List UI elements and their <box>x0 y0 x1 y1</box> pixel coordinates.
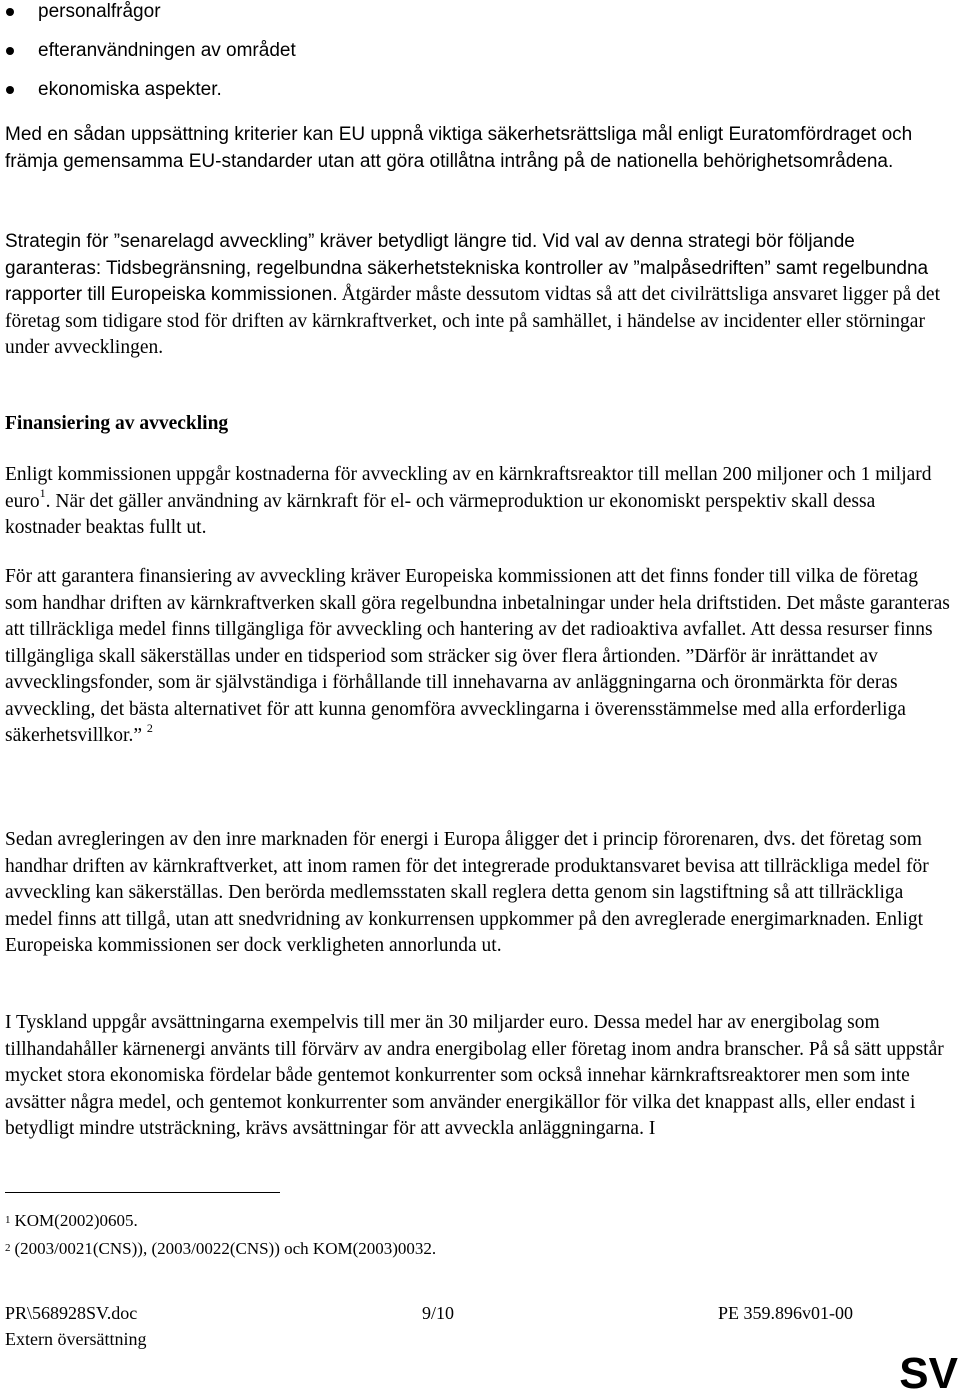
footer-page-number: 9/10 <box>422 1303 455 1323</box>
footnote-text: KOM(2002)0605. <box>14 1211 138 1230</box>
list-item-text: efteranvändningen av området <box>38 40 296 61</box>
footnote-ref[interactable]: 1 <box>39 486 46 500</box>
paragraph-strategy-text: Strategin för ”senarelagd avveckling” kräver betydligt längre tid. Vid val av denna strategi bör följande garanteras: Tidsbegränsning, regelbundna säkerhetstekniska kontroller av ”malpåsedriften” samt regelbundna rapporter till Europeiska kommissionen. <box>5 231 929 305</box>
list-item <box>0 78 600 117</box>
footnote-2 <box>5 1238 436 1260</box>
paragraph-deferred-decommissioning <box>5 229 955 362</box>
footnote-number: 2 <box>5 1242 11 1254</box>
footnote-divider <box>5 1192 280 1193</box>
list-item-text: ekonomiska aspekter. <box>38 79 222 100</box>
section-heading: Finansiering av avveckling <box>5 413 229 434</box>
paragraph-costs-text-cont: . När det gäller användning av kärnkraft för el- och värmeproduktion ur ekonomiskt perspektiv skall dessa kostnader beaktas fullt ut. <box>5 490 876 538</box>
paragraph-criteria: Med en sådan uppsättning kriterier kan EU uppnå viktiga säkerhetsrättsliga mål enligt Euratomfördraget och främja gemensamma EU-standarder utan att göra otillåtna intrång på de nationella behörighetsområdena. <box>5 124 913 172</box>
bullet-icon <box>6 8 14 16</box>
footer-reference: PE 359.896v01-00 <box>718 1303 853 1323</box>
bullet-icon <box>6 86 14 94</box>
list-item <box>0 39 600 78</box>
footnote-1 <box>5 1210 138 1232</box>
bullet-icon <box>6 47 14 55</box>
footer-translation-note: Extern översättning <box>5 1329 147 1349</box>
paragraph-funds-text: För att garantera finansiering av avveckling kräver Europeiska kommissionen att det finns fonder till vilka de företag som handhar driften av kärnkraftverken skall göra regelbundna inbetalningar under hela driftstiden. Det måste garanteras att tillräckliga medel finns tillgängliga för avveckling och hantering av det radioaktiva avfallet. Att dessa resurser finns tillgängliga skall säkerställas under en tidsperiod som sträcker sig över flera årtionden. ”Därför är inrättandet av avvecklingsfonder, som är självständiga i förhållande till innehavarna av anläggningarna och öronmärkta för deras avveckling, det bästa alternativet för att kunna genomföra avvecklingarna i överensstämmelse med alla erforderliga säkerhetsvillkor.” <box>5 566 950 746</box>
paragraph-funds <box>5 564 955 750</box>
footnote-text: (2003/0021(CNS)), (2003/0022(CNS)) och KOM(2003)0032. <box>14 1239 437 1258</box>
footnote-ref[interactable]: 2 <box>146 720 153 735</box>
language-code: SV <box>899 1349 958 1398</box>
paragraph-costs-text: Enligt kommissionen uppgår kostnaderna för avveckling av en kärnkraftsreaktor till mellan 200 miljoner och 1 miljard euro <box>5 464 932 512</box>
paragraph-deregulation: Sedan avregleringen av den inre marknaden för energi i Europa åligger det i princip förorenaren, dvs. det företag som handhar driften av kärnkraftverket, att inom ramen för det integrerade produktansvaret bevisa att tillräckliga medel för avveckling kan säkerställas. Den berörda medlemsstaten skall reglera detta genom sin lagstiftning så att tillräckliga medel finns att tillgå, utan att snedvridning av konkurrensen uppkommer på den avreglerade energimarknaden. Enligt Europeiska kommissionen ser dock verkligheten annorlunda ut. <box>5 829 929 956</box>
footnote-number: 1 <box>5 1214 11 1226</box>
paragraph-germany: I Tyskland uppgår avsättningarna exempelvis till mer än 30 miljarder euro. Dessa medel har av energibolag som tillhandahåller kärnenergi använts till förvärv av andra energibolag eller företag inom andra branscher. På så sätt uppstår mycket stora ekonomiska fördelar både gentemot konkurrenter som också innehar kärnkraftsreaktorer men som inte avsätter några medel, och gentemot konkurrenter som använder energikällor för vilka det knappast alls, eller endast i betydligt mindre utsträckning, krävs avsättningar för att avveckla anläggningarna. I <box>5 1012 944 1139</box>
list-item-text: personalfrågor <box>38 1 161 22</box>
paragraph-liability-text: Åtgärder måste dessutom vidtas så att det civilrättsliga ansvaret ligger på det företag som tidigare stod för driften av kärnkraftverket, och inte på samhället, i händelse av incidenter eller störningar under avvecklingen. <box>5 284 940 358</box>
footer-doc-name: PR\568928SV.doc <box>5 1303 138 1323</box>
list-item <box>0 0 600 39</box>
bullet-list <box>0 0 600 117</box>
paragraph-costs <box>5 462 955 542</box>
